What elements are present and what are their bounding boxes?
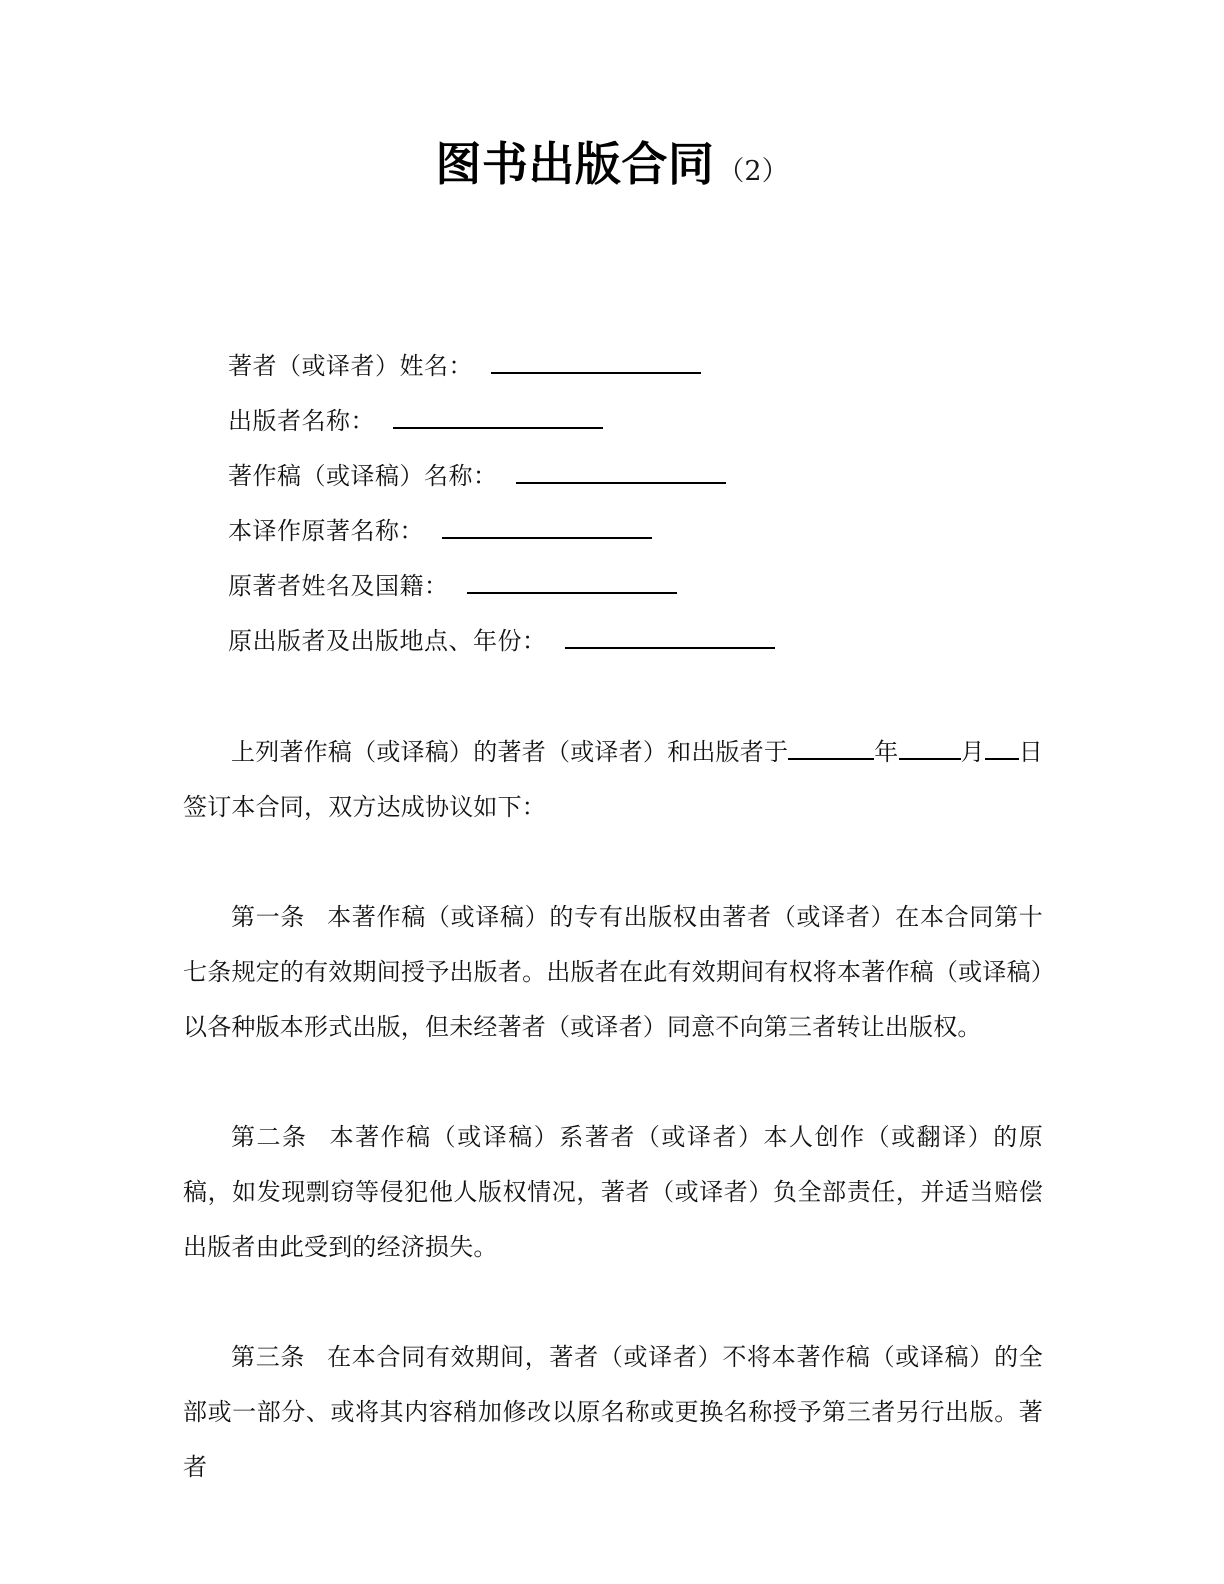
- form-row-original-publisher-place-year: [228, 622, 1088, 677]
- page-title-main: 图书出版合同: [435, 137, 715, 191]
- article-label-2: 第二条: [231, 1123, 308, 1151]
- field-blank-manuscript-title[interactable]: [516, 460, 726, 484]
- preamble-month-unit: 月: [960, 738, 985, 766]
- field-label-original-author-nationality: 原著者姓名及国籍：: [228, 572, 449, 600]
- article-text-1: 本著作稿（或译稿）的专有出版权由著者（或译者）在本合同第十七条规定的有效期间授予出版者。出版者在此有效期间有权将本著作稿（或译稿）以各种版本形式出版，但未经著者（或译者）同意不向第三者转让出版权。: [183, 903, 1043, 1041]
- article-paragraph-3: [183, 1330, 1043, 1495]
- form-row-publisher-name: [228, 402, 1088, 457]
- field-blank-original-author-nationality[interactable]: [467, 570, 677, 594]
- preamble-paragraph: [183, 725, 1043, 835]
- preamble-blank-day[interactable]: [985, 738, 1019, 760]
- page-title-suffix: （2）: [717, 156, 789, 187]
- page-title: [0, 128, 1224, 194]
- preamble-blank-year[interactable]: [788, 738, 874, 760]
- field-label-original-work-title: 本译作原著名称：: [228, 517, 424, 545]
- article-label-3: 第三条: [231, 1343, 306, 1371]
- field-label-author-name: 著者（或译者）姓名：: [228, 352, 473, 380]
- form-row-original-author-nationality: [228, 567, 1088, 622]
- preamble-lead-text: 上列著作稿（或译稿）的著者（或译者）和出版者于: [231, 738, 789, 766]
- article-text-3: 在本合同有效期间，著者（或译者）不将本著作稿（或译稿）的全部或一部分、或将其内容稍加修改以原名称或更换名称授予第三者另行出版。著者: [183, 1343, 1043, 1481]
- form-row-author-name: [228, 347, 1088, 402]
- paragraph-spacer: [183, 1275, 1043, 1330]
- field-blank-author-name[interactable]: [491, 350, 701, 374]
- preamble-tail-text: 日签订本合同，双方达成协议如下：: [183, 738, 1044, 821]
- article-label-1: 第一条: [231, 903, 306, 931]
- contract-form-fields: [228, 347, 1088, 677]
- field-blank-original-work-title[interactable]: [442, 515, 652, 539]
- form-row-original-work-title: [228, 512, 1088, 567]
- paragraph-spacer: [183, 1055, 1043, 1110]
- field-label-publisher-name: 出版者名称：: [228, 407, 375, 435]
- article-text-2: 本著作稿（或译稿）系著者（或译者）本人创作（或翻译）的原稿，如发现剽窃等侵犯他人版权情况，著者（或译者）负全部责任，并适当赔偿出版者由此受到的经济损失。: [183, 1123, 1043, 1261]
- article-paragraph-1: [183, 890, 1043, 1055]
- field-label-original-publisher-place-year: 原出版者及出版地点、年份：: [228, 627, 547, 655]
- contract-body: [183, 725, 1043, 1495]
- field-label-manuscript-title: 著作稿（或译稿）名称：: [228, 462, 498, 490]
- field-blank-original-publisher-place-year[interactable]: [565, 625, 775, 649]
- article-paragraph-2: [183, 1110, 1043, 1275]
- paragraph-spacer: [183, 835, 1043, 890]
- form-row-manuscript-title: [228, 457, 1088, 512]
- preamble-year-unit: 年: [874, 738, 899, 766]
- field-blank-publisher-name[interactable]: [393, 405, 603, 429]
- preamble-blank-month[interactable]: [899, 738, 961, 760]
